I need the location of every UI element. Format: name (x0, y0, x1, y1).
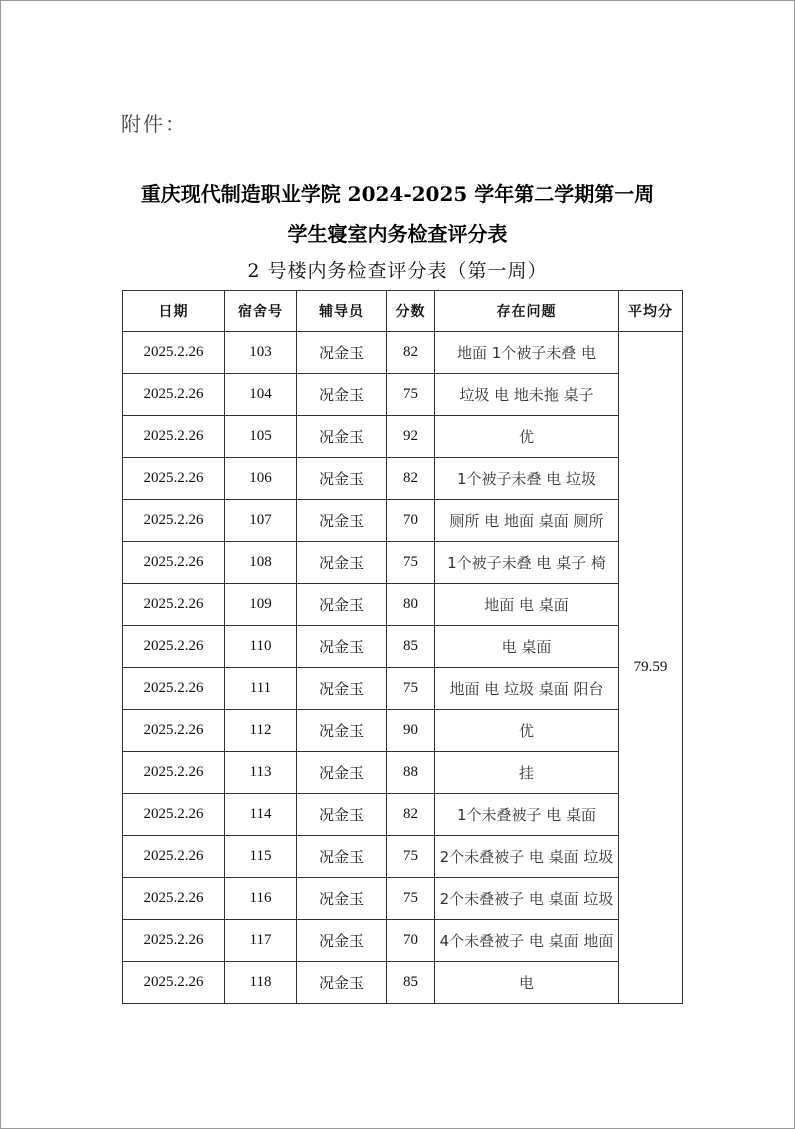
cell-score: 75 (387, 374, 435, 416)
cell-room: 116 (225, 878, 297, 920)
cell-score: 75 (387, 542, 435, 584)
cell-score: 70 (387, 500, 435, 542)
attachment-label: 附件： (121, 112, 187, 136)
table-row (123, 710, 683, 752)
table-row (123, 332, 683, 374)
cell-issues: 电 桌面 (435, 626, 619, 668)
table-row (123, 752, 683, 794)
cell-issues: 电 (435, 962, 619, 1004)
table-row (123, 878, 683, 920)
cell-room: 106 (225, 458, 297, 500)
cell-counselor: 况金玉 (297, 794, 387, 836)
table-row (123, 500, 683, 542)
table-row (123, 458, 683, 500)
cell-issues: 地面 电 垃圾 桌面 阳台 (435, 668, 619, 710)
cell-counselor: 况金玉 (297, 962, 387, 1004)
cell-counselor: 况金玉 (297, 752, 387, 794)
cell-score: 80 (387, 584, 435, 626)
cell-score: 75 (387, 836, 435, 878)
cell-room: 103 (225, 332, 297, 374)
header-counselor: 辅导员 (297, 291, 387, 332)
cell-counselor: 况金玉 (297, 920, 387, 962)
cell-issues: 1个未叠被子 电 桌面 (435, 794, 619, 836)
cell-score: 82 (387, 332, 435, 374)
document-title: 重庆现代制造职业学院 2024-2025 学年第二学期第一周 (140, 182, 655, 206)
cell-counselor: 况金玉 (297, 878, 387, 920)
table-row (123, 626, 683, 668)
document-subtitle: 学生寝室内务检查评分表 (287, 222, 508, 246)
cell-counselor: 况金玉 (297, 584, 387, 626)
cell-date: 2025.2.26 (123, 668, 225, 710)
cell-issues: 挂 (435, 752, 619, 794)
cell-date: 2025.2.26 (123, 584, 225, 626)
cell-date: 2025.2.26 (123, 920, 225, 962)
cell-room: 112 (225, 710, 297, 752)
cell-date: 2025.2.26 (123, 878, 225, 920)
cell-issues: 地面 电 桌面 (435, 584, 619, 626)
cell-room: 113 (225, 752, 297, 794)
cell-score: 75 (387, 668, 435, 710)
cell-counselor: 况金玉 (297, 836, 387, 878)
cell-counselor: 况金玉 (297, 500, 387, 542)
cell-room: 108 (225, 542, 297, 584)
cell-date: 2025.2.26 (123, 416, 225, 458)
header-score: 分数 (387, 291, 435, 332)
cell-score: 92 (387, 416, 435, 458)
cell-issues: 2个未叠被子 电 桌面 垃圾 (435, 836, 619, 878)
cell-room: 118 (225, 962, 297, 1004)
header-issues: 存在问题 (435, 291, 619, 332)
cell-score: 85 (387, 962, 435, 1004)
header-average: 平均分 (619, 291, 683, 332)
cell-counselor: 况金玉 (297, 626, 387, 668)
cell-score: 85 (387, 626, 435, 668)
cell-score: 82 (387, 458, 435, 500)
cell-counselor: 况金玉 (297, 710, 387, 752)
cell-room: 105 (225, 416, 297, 458)
cell-score: 90 (387, 710, 435, 752)
cell-score: 88 (387, 752, 435, 794)
cell-room: 117 (225, 920, 297, 962)
cell-counselor: 况金玉 (297, 668, 387, 710)
cell-score: 75 (387, 878, 435, 920)
cell-date: 2025.2.26 (123, 542, 225, 584)
cell-room: 115 (225, 836, 297, 878)
cell-date: 2025.2.26 (123, 752, 225, 794)
cell-room: 104 (225, 374, 297, 416)
cell-date: 2025.2.26 (123, 794, 225, 836)
cell-counselor: 况金玉 (297, 416, 387, 458)
cell-issues: 优 (435, 710, 619, 752)
table-row (123, 794, 683, 836)
cell-date: 2025.2.26 (123, 500, 225, 542)
table-title: 2 号楼内务检查评分表（第一周） (247, 260, 548, 282)
cell-counselor: 况金玉 (297, 374, 387, 416)
cell-date: 2025.2.26 (123, 374, 225, 416)
cell-date: 2025.2.26 (123, 626, 225, 668)
cell-room: 114 (225, 794, 297, 836)
cell-average: 79.59 (619, 332, 683, 1004)
cell-date: 2025.2.26 (123, 836, 225, 878)
table-row (123, 962, 683, 1004)
cell-counselor: 况金玉 (297, 458, 387, 500)
cell-counselor: 况金玉 (297, 332, 387, 374)
cell-issues: 2个未叠被子 电 桌面 垃圾 (435, 878, 619, 920)
cell-date: 2025.2.26 (123, 710, 225, 752)
cell-issues: 垃圾 电 地未拖 桌子 (435, 374, 619, 416)
cell-room: 109 (225, 584, 297, 626)
table-row (123, 542, 683, 584)
table-row (123, 416, 683, 458)
cell-issues: 优 (435, 416, 619, 458)
cell-date: 2025.2.26 (123, 962, 225, 1004)
cell-room: 111 (225, 668, 297, 710)
cell-issues: 厕所 电 地面 桌面 厕所 (435, 500, 619, 542)
header-room: 宿舍号 (225, 291, 297, 332)
header-date: 日期 (123, 291, 225, 332)
cell-issues: 1个被子未叠 电 垃圾 (435, 458, 619, 500)
cell-issues: 1个被子未叠 电 桌子 椅 (435, 542, 619, 584)
cell-score: 70 (387, 920, 435, 962)
cell-issues: 地面 1个被子未叠 电 (435, 332, 619, 374)
table-header-row (123, 291, 683, 332)
cell-date: 2025.2.26 (123, 458, 225, 500)
cell-score: 82 (387, 794, 435, 836)
cell-room: 110 (225, 626, 297, 668)
table-row (123, 668, 683, 710)
cell-room: 107 (225, 500, 297, 542)
score-table (122, 290, 683, 1004)
table-row (123, 836, 683, 878)
table-row (123, 920, 683, 962)
cell-date: 2025.2.26 (123, 332, 225, 374)
table-row (123, 584, 683, 626)
table-row (123, 374, 683, 416)
cell-issues: 4个未叠被子 电 桌面 地面 (435, 920, 619, 962)
cell-counselor: 况金玉 (297, 542, 387, 584)
